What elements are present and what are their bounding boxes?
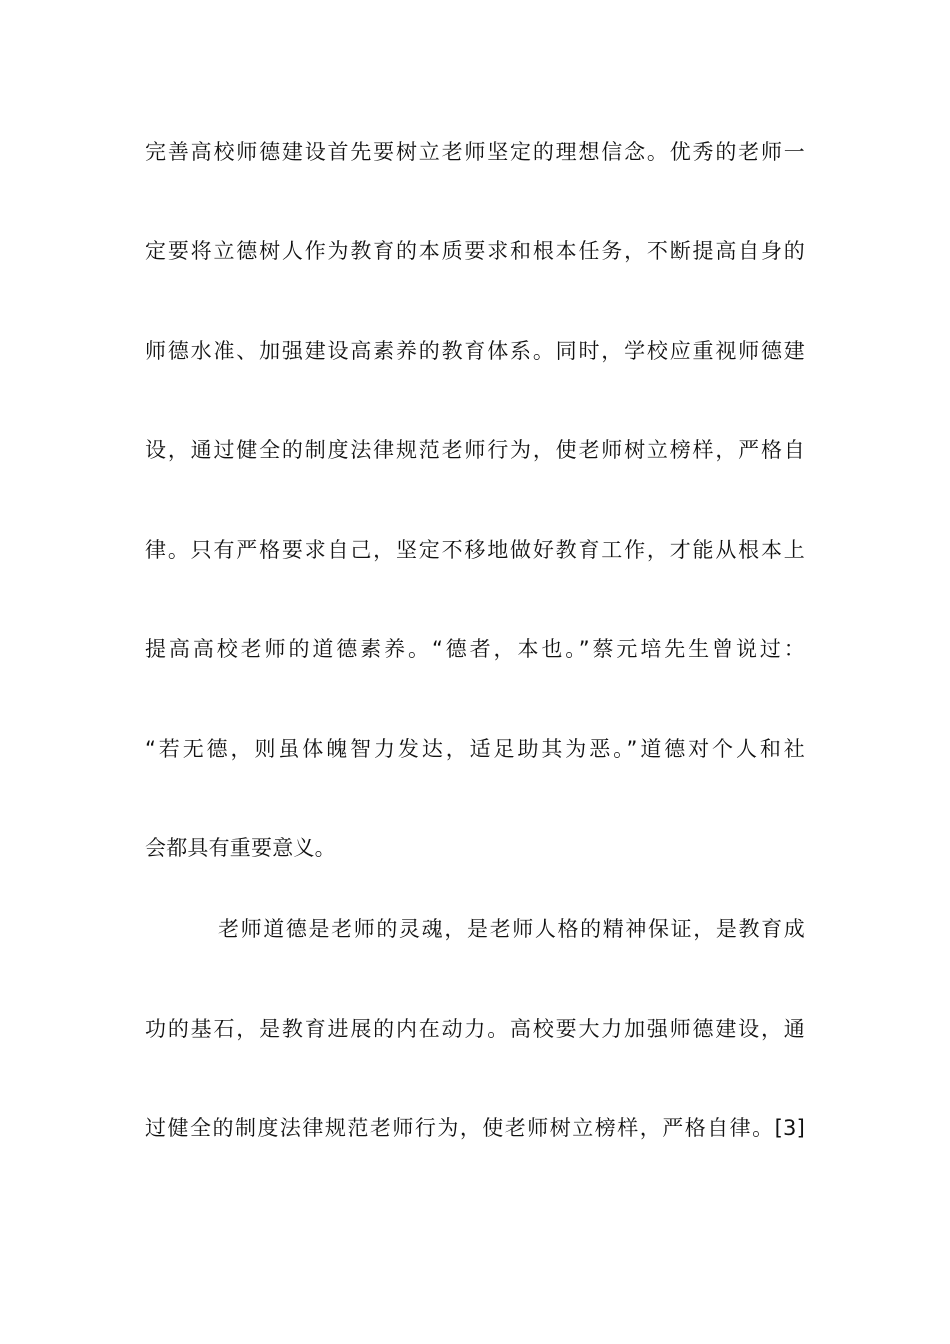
paragraph-line: 过健全的制度法律规范老师行为，使老师树立榜样，严格自律。[3]	[145, 1116, 805, 1140]
paragraph-line: 提高高校老师的道德素养。“德者，本也。”蔡元培先生曾说过：	[145, 637, 805, 661]
paragraph-line: 律。只有严格要求自己，坚定不移地做好教育工作，才能从根本上	[145, 538, 805, 562]
paragraph-line: 定要将立德树人作为教育的本质要求和根本任务，不断提高自身的	[145, 239, 805, 263]
paragraph-line: 老师道德是老师的灵魂，是老师人格的精神保证，是教育成	[218, 917, 805, 941]
paragraph-line: 设，通过健全的制度法律规范老师行为，使老师树立榜样，严格自	[145, 438, 805, 462]
paragraph-line: “若无德，则虽体魄智力发达，适足助其为恶。”道德对个人和社	[145, 737, 805, 761]
paragraph-line: 功的基石，是教育进展的内在动力。高校要大力加强师德建设，通	[145, 1017, 805, 1041]
paragraph-line: 师德水准、加强建设高素养的教育体系。同时，学校应重视师德建	[145, 339, 805, 363]
paragraph-line: 会都具有重要意义。	[145, 836, 336, 860]
paragraph-line: 完善高校师德建设首先要树立老师坚定的理想信念。优秀的老师一	[145, 140, 805, 164]
